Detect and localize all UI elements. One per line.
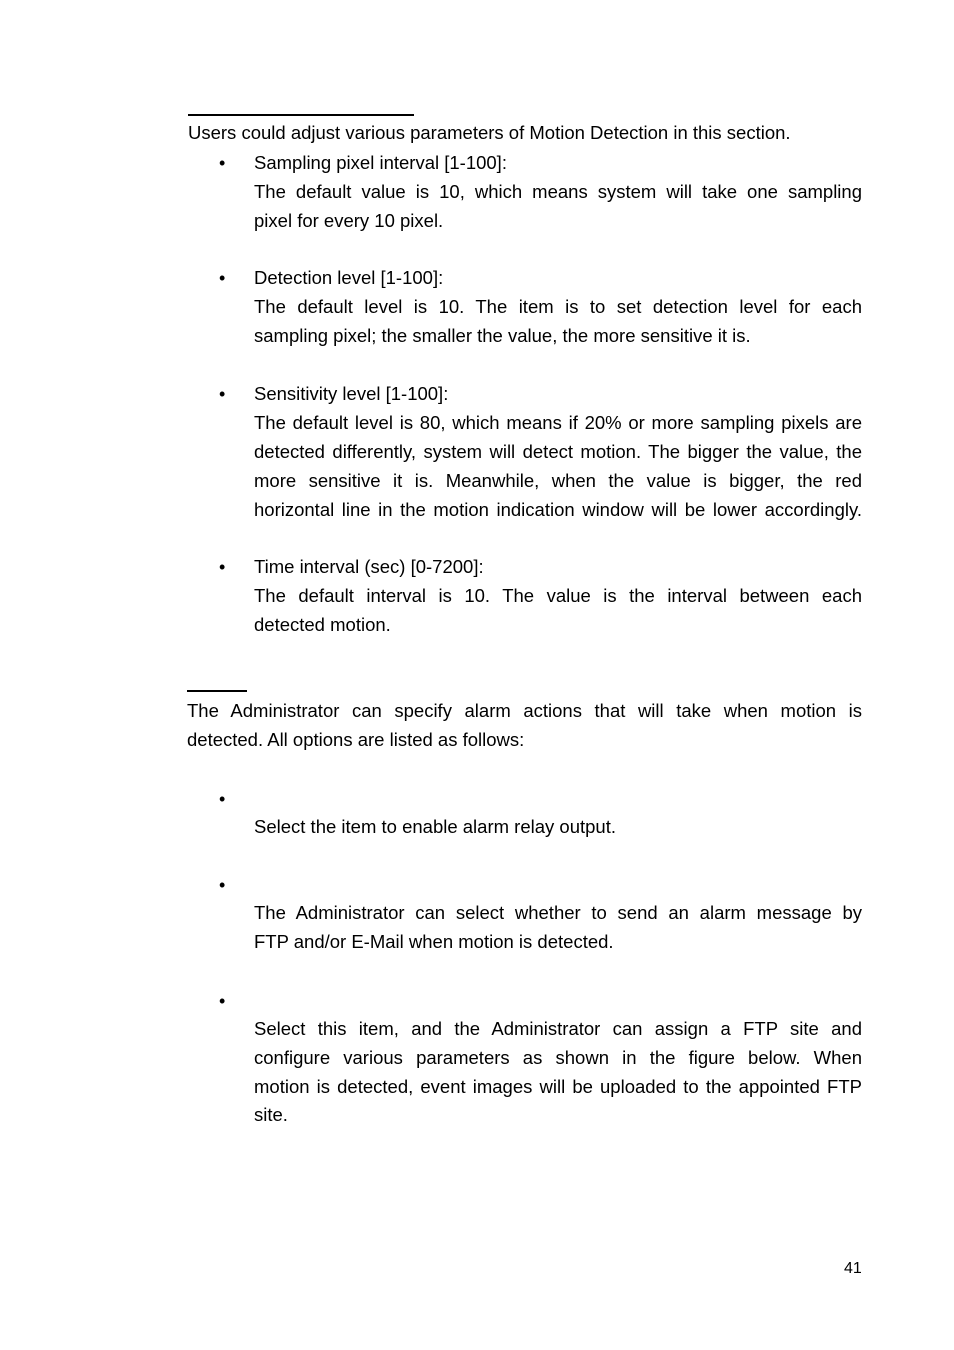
item-title: Sampling pixel interval [1-100]:: [254, 152, 507, 173]
action-text: site.: [254, 1104, 288, 1125]
action-text: FTP and/or E-Mail when motion is detected.: [254, 931, 614, 952]
bullet-icon: •: [219, 384, 226, 404]
action-text: Select this item, and the Administrator can assign a FTP site and: [254, 1018, 862, 1039]
section-intro: detected. All options are listed as follows:: [187, 729, 525, 750]
item-text: detected motion.: [254, 614, 391, 635]
section-intro: The Administrator can specify alarm actions that will take when motion is: [187, 700, 862, 721]
item-text: The default interval is 10. The value is the interval between each: [254, 585, 862, 606]
item-text: sampling pixel; the smaller the value, the more sensitive it is.: [254, 325, 751, 346]
item-text: The default level is 10. The item is to set detection level for each: [254, 296, 862, 317]
item-text: detected differently, system will detect motion. The bigger the value, the: [254, 441, 862, 462]
bullet-icon: •: [219, 875, 226, 895]
item-text: more sensitive it is. Meanwhile, when the value is bigger, the red: [254, 470, 862, 491]
item-title: Time interval (sec) [0-7200]:: [254, 556, 484, 577]
item-text: The default level is 80, which means if 20% or more sampling pixels are: [254, 412, 862, 433]
section-heading-underline: [188, 114, 414, 116]
item-title: Detection level [1-100]:: [254, 267, 444, 288]
item-text: pixel for every 10 pixel.: [254, 210, 444, 231]
bullet-icon: •: [219, 991, 226, 1011]
bullet-icon: •: [219, 789, 226, 809]
section-intro: Users could adjust various parameters of Motion Detection in this section.: [188, 122, 791, 143]
action-text: The Administrator can select whether to send an alarm message by: [254, 902, 862, 923]
item-text: The default value is 10, which means system will take one sampling: [254, 181, 862, 202]
bullet-icon: •: [219, 268, 226, 288]
page-number: 41: [844, 1260, 862, 1277]
item-title: Sensitivity level [1-100]:: [254, 383, 449, 404]
action-text: Select the item to enable alarm relay output.: [254, 816, 616, 837]
action-text: motion is detected, event images will be uploaded to the appointed FTP: [254, 1076, 862, 1097]
item-text: horizontal line in the motion indication window will be lower accordingly.: [254, 499, 862, 520]
section-heading-underline: [187, 690, 247, 692]
bullet-icon: •: [219, 557, 226, 577]
bullet-icon: •: [219, 153, 226, 173]
action-text: configure various parameters as shown in the figure below. When: [254, 1047, 862, 1068]
